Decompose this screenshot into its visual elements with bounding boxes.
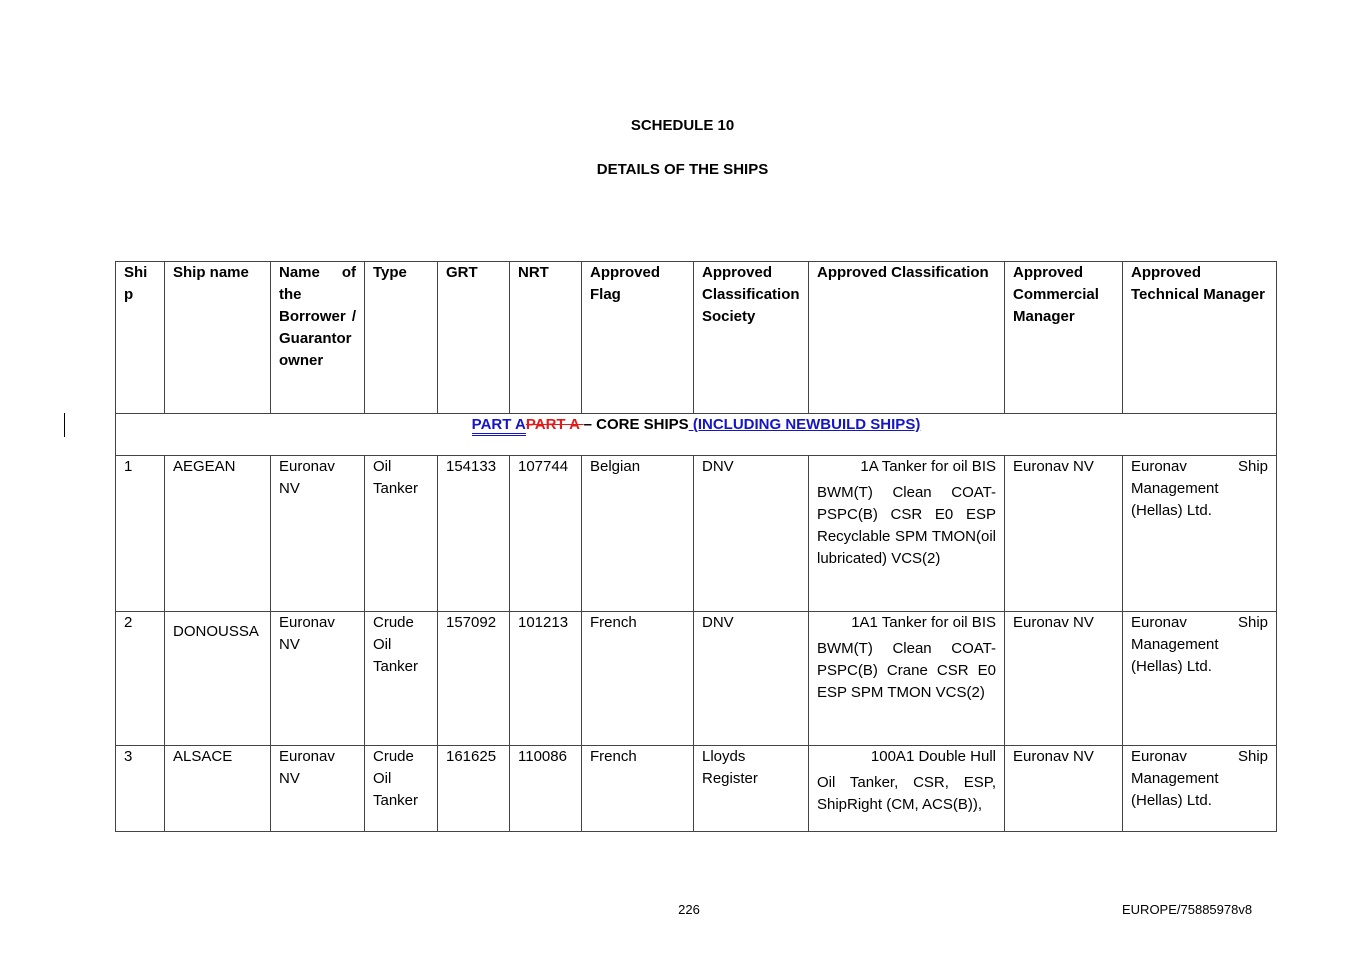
ship-type: Crude Oil Tanker: [365, 612, 438, 746]
ship-commercial-manager: Euronav NV: [1005, 456, 1123, 612]
table-header-row: [116, 262, 1277, 414]
ship-nrt: 101213: [510, 612, 582, 746]
ship-type: Oil Tanker: [365, 456, 438, 612]
table-row: [116, 746, 1277, 832]
schedule-title: SCHEDULE 10: [630, 117, 735, 134]
ship-number: 3: [116, 746, 165, 832]
deleted-part-label: PART A: [525, 416, 584, 433]
ship-nrt: 107744: [510, 456, 582, 612]
classification-first-line: 1A Tanker for oil BIS: [860, 458, 996, 475]
ship-number: 2: [116, 612, 165, 746]
header-grt: GRT: [438, 262, 510, 414]
ship-grt: 154133: [438, 456, 510, 612]
header-class-society: Approved Classification Society: [694, 262, 809, 414]
ship-class-society: DNV: [694, 612, 809, 746]
header-technical-manager: Approved Technical Manager: [1123, 262, 1277, 414]
core-ships-label: – CORE SHIPS: [583, 416, 689, 433]
ship-classification: [809, 612, 1005, 746]
classification-rest: Oil Tanker, CSR, ESP, ShipRight (CM, ACS(B)),: [817, 774, 996, 813]
ship-nrt: 110086: [510, 746, 582, 832]
ship-number: 1: [116, 456, 165, 612]
header-classification: Approved Classification: [809, 262, 1005, 414]
ship-flag: French: [582, 612, 694, 746]
ship-commercial-manager: Euronav NV: [1005, 612, 1123, 746]
inserted-newbuild-label: (INCLUDING NEWBUILD SHIPS): [688, 416, 921, 433]
ship-technical-manager: Euronav Ship Management (Hellas) Ltd.: [1123, 746, 1277, 832]
revision-change-bar: [64, 413, 65, 437]
ship-grt: 161625: [438, 746, 510, 832]
ship-commercial-manager: Euronav NV: [1005, 746, 1123, 832]
section-title: DETAILS OF THE SHIPS: [596, 161, 769, 178]
header-flag: Approved Flag: [582, 262, 694, 414]
ship-technical-manager: Euronav Ship Management (Hellas) Ltd.: [1123, 456, 1277, 612]
ship-flag: Belgian: [582, 456, 694, 612]
classification-rest: BWM(T) Clean COAT-PSPC(B) Crane CSR E0 ESP SPM TMON VCS(2): [817, 640, 996, 701]
ship-name: DONOUSSA: [165, 612, 271, 746]
ship-type: Crude Oil Tanker: [365, 746, 438, 832]
header-borrower-owner: Name of the Borrower / Guarantor owner: [271, 262, 365, 414]
ship-owner: Euronav NV: [271, 746, 365, 832]
header-type: Type: [365, 262, 438, 414]
table-row: [116, 456, 1277, 612]
ship-classification: [809, 456, 1005, 612]
ship-name: ALSACE: [165, 746, 271, 832]
table-row: [116, 612, 1277, 746]
header-ship: Ship: [116, 262, 165, 414]
part-a-heading: [116, 414, 1277, 456]
ship-flag: French: [582, 746, 694, 832]
ship-class-society: DNV: [694, 456, 809, 612]
inserted-part-label: PART A: [472, 416, 526, 436]
header-ship-name: Ship name: [165, 262, 271, 414]
ships-table: [115, 261, 1277, 832]
classification-first-line: 100A1 Double Hull: [870, 748, 996, 765]
ship-name: AEGEAN: [165, 456, 271, 612]
ship-owner: Euronav NV: [271, 456, 365, 612]
part-a-row: [116, 414, 1277, 456]
header-nrt: NRT: [510, 262, 582, 414]
ship-grt: 157092: [438, 612, 510, 746]
classification-first-line: 1A1 Tanker for oil BIS: [851, 614, 996, 631]
classification-rest: BWM(T) Clean COAT-PSPC(B) CSR E0 ESP Recyclable SPM TMON(oil lubricated) VCS(2): [817, 484, 996, 567]
header-commercial-manager: Approved Commercial Manager: [1005, 262, 1123, 414]
ship-classification: [809, 746, 1005, 832]
ship-technical-manager: Euronav Ship Management (Hellas) Ltd.: [1123, 612, 1277, 746]
ship-owner: Euronav NV: [271, 612, 365, 746]
document-reference: EUROPE/75885978v8: [1122, 902, 1253, 917]
ship-class-society: Lloyds Register: [694, 746, 809, 832]
page-number: 226: [678, 902, 700, 917]
